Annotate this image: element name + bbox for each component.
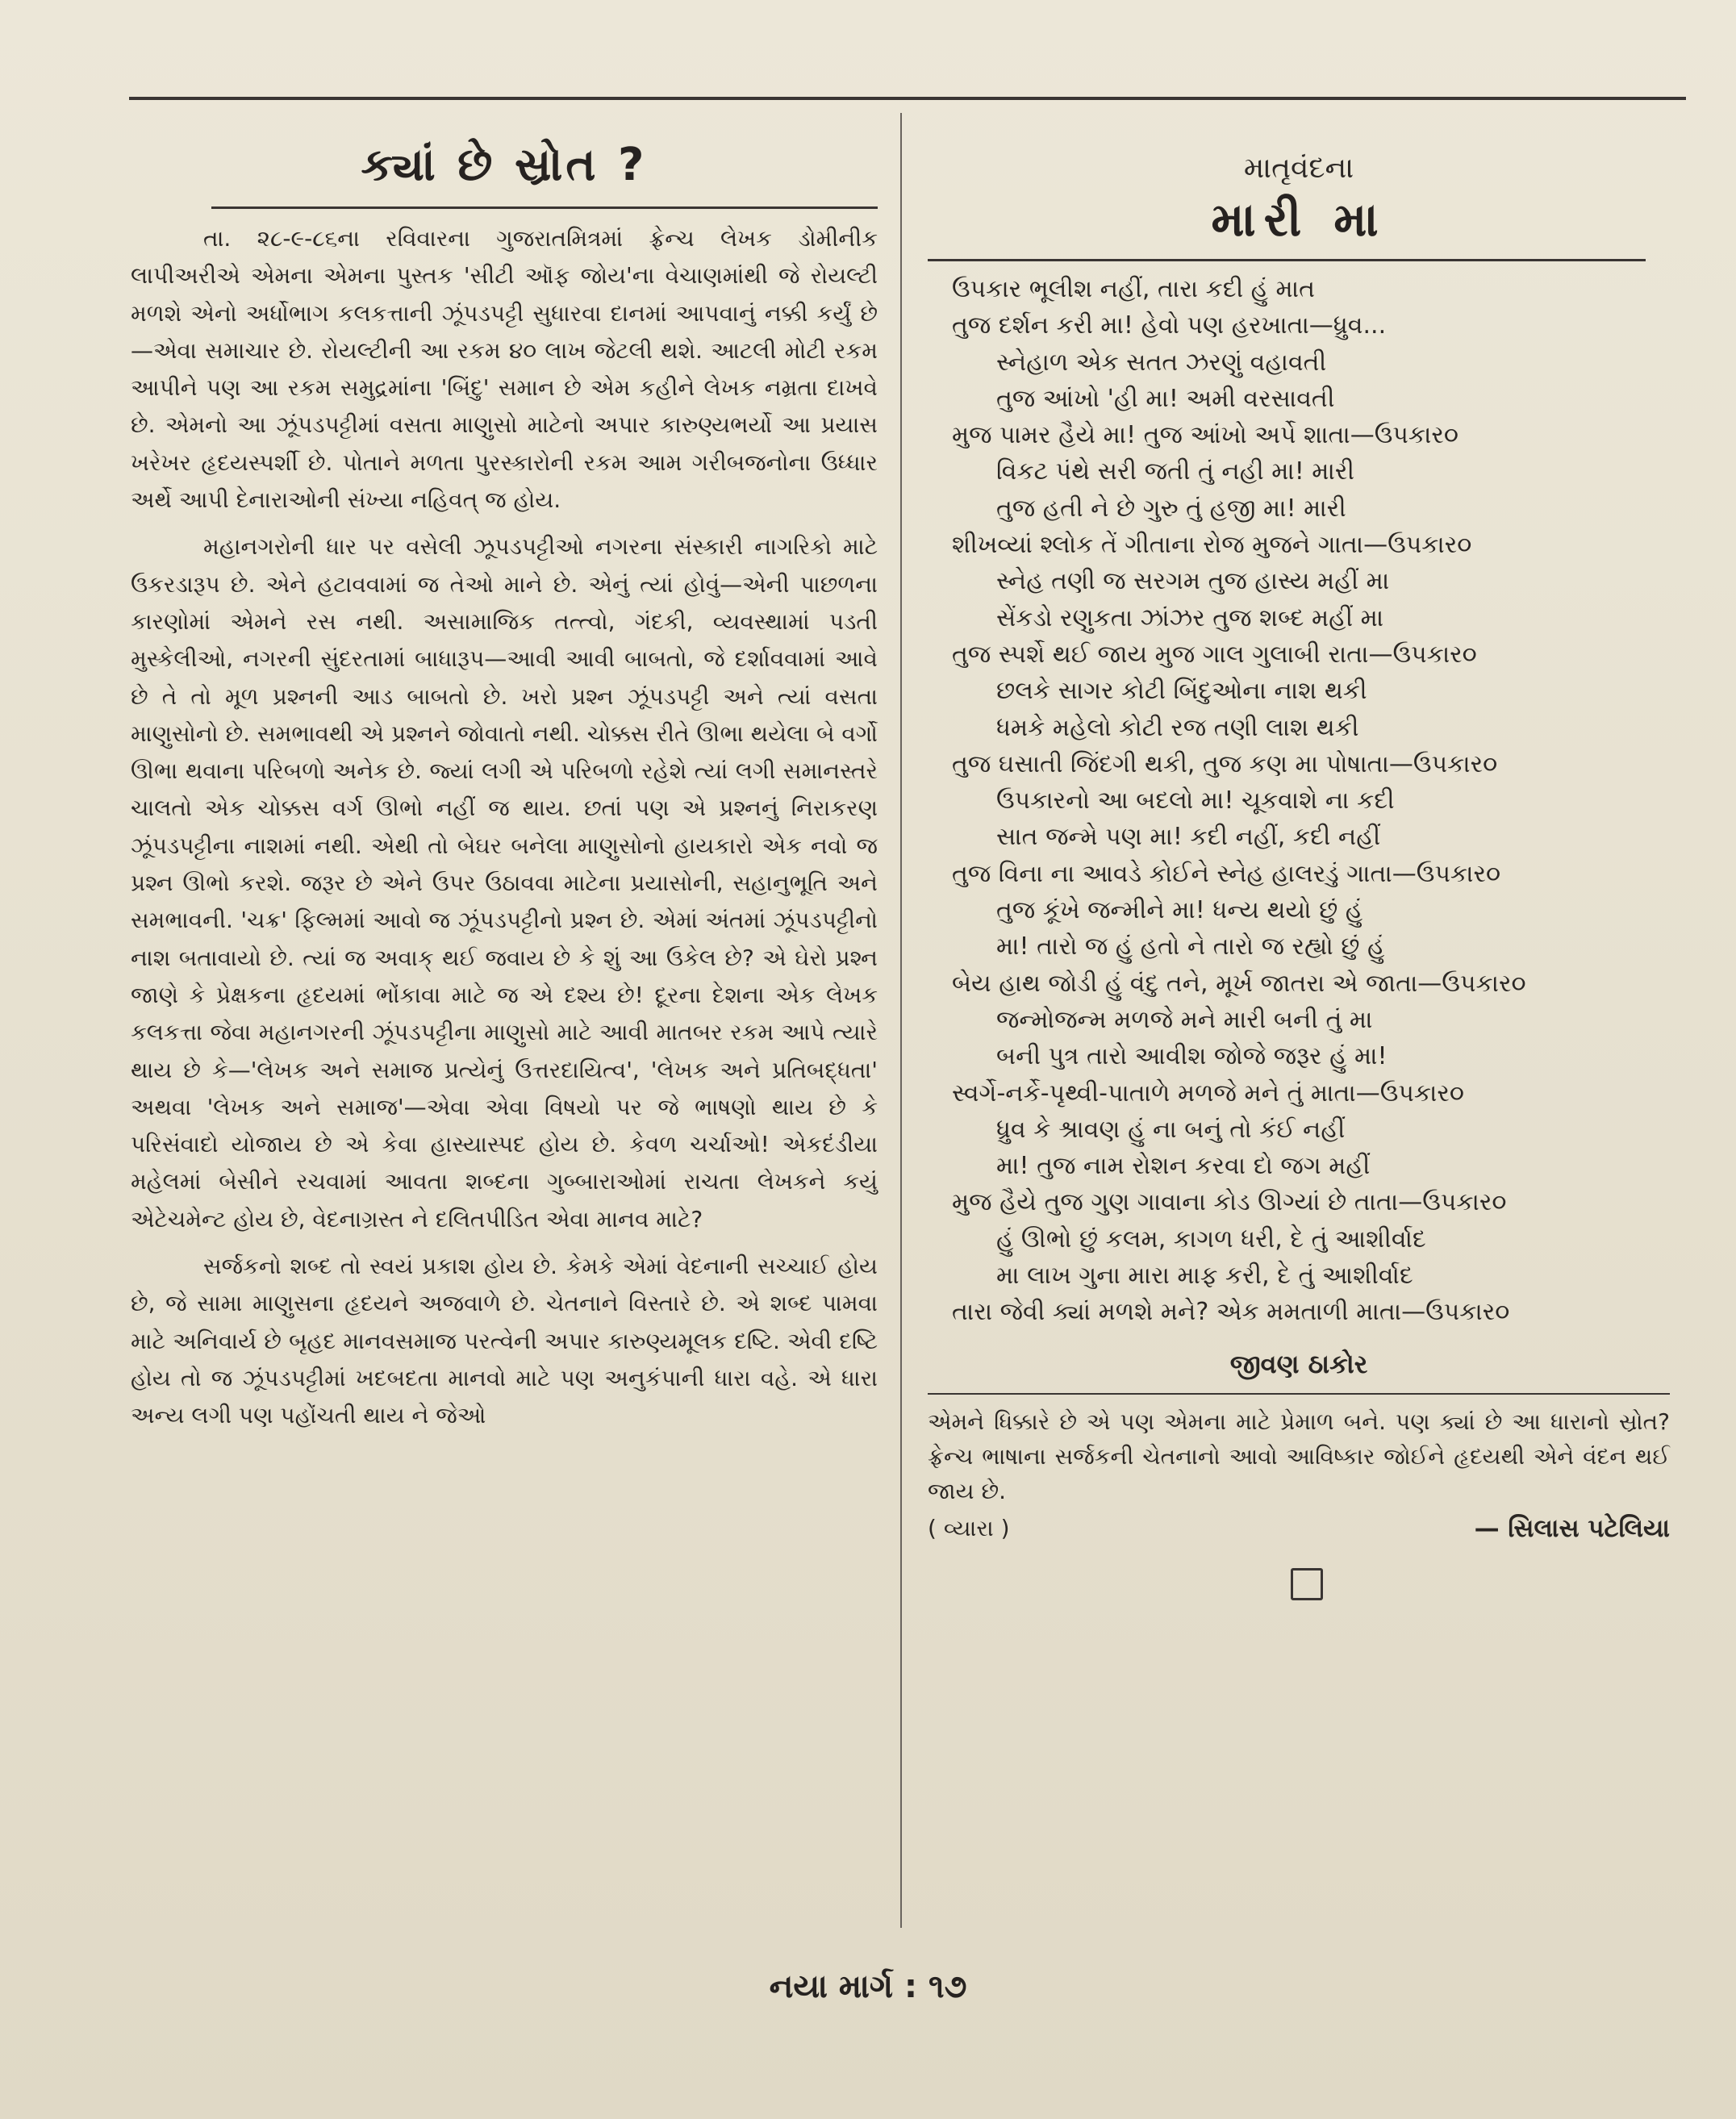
poem-line: મા! તારો જ હું હતો ને તારો જ રહ્યો છું હું	[996, 932, 1385, 961]
top-rule	[129, 97, 1686, 100]
poem-line: ધ્રુવ કે શ્રાવણ હું ના બનું તો કંઈ નહીં	[996, 1115, 1346, 1144]
poem-line: મુજ પામર હૈયે મા! તુજ આંખો અર્પે શાતા—ઉપકાર૦	[952, 421, 1458, 450]
poem-line: તુજ ઘસાતી જિંદગી થકી, તુજ કણ મા પોષાતા—ઉપકાર૦	[952, 749, 1498, 778]
poem-line: તારા જેવી ક્યાં મળશે મને? એક મમતાળી માતા—ઉપકાર૦	[952, 1298, 1510, 1327]
poem-line: છલકે સાગર કોટી બિંદુઓના નાશ થકી	[996, 677, 1367, 706]
poem-title-rule	[928, 259, 1646, 261]
essay-body	[131, 220, 878, 1435]
poem-line: ધમકે મહેલો કોટી રજ તણી લાશ થકી	[996, 713, 1359, 742]
signature-row	[928, 1510, 1670, 1547]
poem-line: તુજ સ્પર્શે થઈ જાય મુજ ગાલ ગુલાબી રાતા—ઉપકાર૦	[952, 640, 1477, 669]
poem-title: મારી મા	[1211, 192, 1387, 247]
essay-paragraph-3: સર્જકનો શબ્દ તો સ્વયં પ્રકાશ હોય છે. કેમકે એમાં વેદનાની સચ્ચાઈ હોય છે, જે સામા માણુસના હૃદયને અજવાળે છે. ચેતનાને વિસ્તારે છે. એ શબ્દ પામવા માટે અનિવાર્ય છે બૃહદ માનવસમાજ પરત્વેની અપાર કારુણ્યમૂલક દષ્ટિ. એવી દષ્ટિ હોય તો જ ઝૂંપડપટ્ટીમાં ખદબદતા માનવો માટે પણ અનુકંપાની ધારા વહે. એ ધારા અન્ય લગી પણ પહોંચતી થાય ને જેઓ	[131, 1253, 878, 1429]
column-divider	[900, 113, 902, 1928]
poem-line: બેય હાથ જોડી હું વંદુ તને, મૂર્ખ જાતરા એ જાતા—ઉપકાર૦	[952, 969, 1526, 998]
poet-name: જીવણ ઠાકોર	[1229, 1348, 1368, 1379]
end-mark-icon	[1291, 1568, 1323, 1600]
poem-line: બની પુત્ર તારો આવીશ જોજે જરૂર હું મા!	[996, 1042, 1388, 1071]
poem-body	[928, 271, 1670, 1331]
poem-line: તુજ હતી ને છે ગુરુ તું હજી મા! મારી	[996, 494, 1346, 523]
continuation-text: એમને ધિક્કારે છે એ પણ એમના માટે પ્રેમાળ બને. પણ ક્યાં છે આ ધારાનો સ્રોત? ફ્રેન્ચ ભાષાના સર્જકની ચેતનાનો આવો આવિષ્કાર જોઈને હૃદયથી એને વંદન થઈ જાય છે.	[928, 1408, 1670, 1504]
poem-line: વિકટ પંથે સરી જતી તું નહી મા! મારી	[996, 457, 1354, 486]
continuation-rule	[928, 1393, 1670, 1395]
essay-paragraph-2: મહાનગરોની ધાર પર વસેલી ઝૂપડપટ્ટીઓ નગરના સંસ્કારી નાગરિકો માટે ઉકરડારૂપ છે. એને હટાવવામાં જ તેઓ માને છે. એનું ત્યાં હોવું—એની પાછળના કારણોમાં એમને રસ નથી. અસામાજિક તત્ત્વો, ગંદકી, વ્યવસ્થામાં પડતી મુસ્કેલીઓ, નગરની સુંદરતામાં બાધારૂપ—આવી આવી બાબતો, જે દર્શાવવામાં આવે છે તે તો મૂળ પ્રશ્નની આડ બાબતો છે. ખરો પ્રશ્ન ઝૂંપડપટ્ટી અને ત્યાં વસતા માણુસોનો છે. સમભાવથી એ પ્રશ્નને જોવાતો નથી. ચોક્કસ રીતે ઊભા થયેલા બે વર્ગો ઊભા થવાના પરિબળો અનેક છે. જ્યાં લગી એ પરિબળો રહેશે ત્યાં લગી સમાનસ્તરે ચાલતો એક ચોક્કસ વર્ગ ઊભો નહીં જ થાય. છતાં પણ એ પ્રશ્નનું નિરાકરણ ઝૂંપડપટ્ટીના નાશમાં નથી. એથી તો બેઘર બનેલા માણુસોનો હાયકારો એક નવો જ પ્રશ્ન ઊભો કરશે. જરૂર છે એને ઉપર ઉઠાવવા માટેના પ્રયાસોની, સહાનુભૂતિ અને સમભાવની. 'ચક્ર' ફિલ્મમાં આવો જ ઝૂંપડપટ્ટીનો પ્રશ્ન છે. એમાં અંતમાં ઝૂંપડપટ્ટીનો નાશ બતાવાયો છે. ત્યાં જ અવાક્ થઈ જવાય છે કે શું આ ઉકેલ છે? એ ઘેરો પ્રશ્ન જાણે કે પ્રેક્ષકના હૃદયમાં ભોંકાવા માટે જ એ દશ્ય છે! દૂરના દેશના એક લેખક કલકત્તા જેવા મહાનગરની ઝૂંપડપટ્ટીના માણુસો માટે આવી માતબર રકમ આપે ત્યારે થાય છે કે—'લેખક અને સમાજ પ્રત્યેનું ઉત્તરદાયિત્વ', 'લેખક અને પ્રતિબદ્ધતા' અથવા 'લેખક અને સમાજ'—એવા એવા વિષયો પર જે ભાષણો થાય છે કે પરિસંવાદો યોજાય છે એ કેવા હાસ્યાસ્પદ હોય છે. કેવળ ચર્ચાઓ! એકદંડીયા મહેલમાં બેસીને રચવામાં આવતા શબ્દના ગુબ્બારાઓમાં રાચતા લેખકને કયું એટેચમેન્ટ હોય છે, વેદનાગ્રસ્ત ને દલિતપીડિત એવા માનવ માટે?	[131, 533, 878, 1233]
essay-continuation	[928, 1404, 1670, 1547]
poem-line: સ્વર્ગે-નર્કે-પૃથ્વી-પાતાળે મળજે મને તું માતા—ઉપકાર૦	[952, 1078, 1464, 1107]
poem-line: તુજ કૂંખે જન્મીને મા! ધન્ય થયો છું હું	[996, 896, 1363, 925]
poem-line: સ્નેહાળ એક સતત ઝરણું વહાવતી	[996, 348, 1327, 377]
poem-line: મુજ હૈયે તુજ ગુણ ગાવાના કોડ ઊગ્યાં છે તાતા—ઉપકાર૦	[952, 1188, 1507, 1217]
poem-line: મા લાખ ગુના મારા માફ કરી, દે તું આશીર્વાદ	[996, 1262, 1413, 1291]
poem-line: તુજ વિના ના આવડે કોઈને સ્નેહ હાલરડું ગાતા—ઉપકાર૦	[952, 859, 1501, 888]
poem-line: તુજ આંખો 'હી મા! અમી વરસાવતી	[996, 384, 1335, 413]
essay-paragraph-1: તા. ૨૮-૯-૮૬ના રવિવારના ગુજરાતમિત્રમાં ફ્રેન્ચ લેખક ડોમીનીક લાપીઅરીએ એમના એમના પુસ્તક 'સીટી ઑફ જોય'ના વેચાણમાંથી જે રોયલ્ટી મળશે એનો અર્ધોભાગ કલકત્તાની ઝૂંપડપટ્ટી સુધારવા દાનમાં આપવાનું નક્કી કર્યું છે—એવા સમાચાર છે. રોયલ્ટીની આ રકમ ૪૦ લાખ જેટલી થશે. આટલી મોટી રકમ આપીને પણ આ રકમ સમુદ્રમાંના 'બિંદુ' સમાન છે એમ કહીને લેખક નમ્રતા દાખવે છે. એમનો આ ઝૂંપડપટ્ટીમાં વસતા માણુસો માટેનો અપાર કારુણ્યભર્યો આ પ્રયાસ ખરેખર હૃદયસ્પર્શી છે. પોતાને મળતા પુરસ્કારોની રકમ આમ ગરીબજનોના ઉધ્ધાર અર્થે આપી દેનારાઓની સંખ્યા નહિવત્ જ હોય.	[131, 225, 878, 514]
poem-line: મા! તુજ નામ રોશન કરવા દો જગ મહીં	[996, 1152, 1371, 1181]
author-place: ( વ્યારા )	[928, 1514, 1010, 1541]
poem-line: જન્મોજન્મ મળજે મને મારી બની તું મા	[996, 1005, 1373, 1034]
essay-title: ક્યાં છે સ્રોત ?	[361, 139, 648, 191]
poem-line: શીખવ્યાં શ્લોક તેં ગીતાના રોજ મુજને ગાતા—ઉપકાર૦	[952, 531, 1472, 560]
poem-line: ઉપકાર ભૂલીશ નહીં, તારા કદી હું માત	[952, 275, 1315, 303]
poem-line: તુજ દર્શન કરી મા! હેવો પણ હરખાતા—ધ્રુવ...	[952, 311, 1387, 340]
poem-pretitle: માતૃવંદના	[1243, 152, 1354, 185]
essay-title-rule	[211, 206, 878, 209]
poem-line: સેંકડો રણુકતા ઝાંઝર તુજ શબ્દ મહીં મા	[996, 603, 1384, 632]
author-name: — સિલાસ પટેલિયા	[1474, 1513, 1670, 1543]
essay-column	[131, 105, 878, 1435]
poem-column	[928, 105, 1670, 1600]
poem-line: સાત જન્મે પણ મા! કદી નહીં, કદી નહીં	[996, 823, 1381, 852]
poem-line: સ્નેહ તણી જ સરગમ તુજ હાસ્ય મહીં મા	[996, 567, 1390, 596]
poem-line: હું ઊભો છું કલમ, કાગળ ધરી, દે તું આશીર્વાદ	[996, 1224, 1426, 1253]
poem-line: ઉપકારનો આ બદલો મા! ચૂકવાશે ના કદી	[996, 786, 1395, 815]
page-footer: નયા માર્ગ : ૧૭	[769, 1968, 967, 2005]
